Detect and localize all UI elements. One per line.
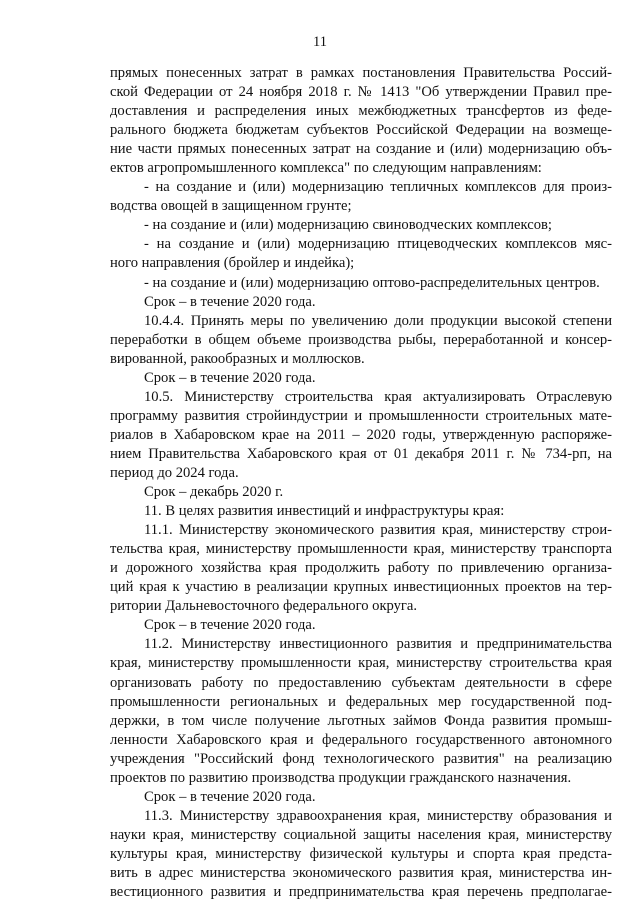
document-body (110, 64, 612, 902)
text-line: и дорожного хозяйства края продолжить работу по привлечению организа- (110, 560, 612, 577)
text-line: Срок – в течение 2020 года. (144, 369, 316, 386)
text-line: 11.1. Министерству экономического развития края, министерству строи- (144, 522, 612, 539)
page-number: 11 (313, 34, 327, 50)
text-line: прямых понесенных затрат в рамках постановления Правительства Россий- (110, 65, 612, 81)
text-line: 11.3. Министерству здравоохранения края, министерству образования и (144, 807, 612, 824)
text-line: рального бюджета бюджетам субъектов Российской Федерации на возмеще- (110, 122, 612, 139)
text-line: проектов по развитию производства продукции гражданского назначения. (110, 769, 572, 786)
text-line: ектов агропромышленного комплекса" по следующим направлениям: (110, 160, 542, 177)
text-line: ние части прямых понесенных затрат на создание и (или) модернизацию объ- (110, 141, 612, 158)
text-line: - на создание и (или) модернизацию птицеводческих комплексов мяс- (144, 236, 612, 253)
text-line: риалов в Хабаровском крае на 2011 – 2020 годы, утвержденную распоряже- (110, 426, 612, 443)
text-line: края, министерству промышленности края, министерству строительства края (110, 655, 612, 672)
text-line: ций края к участию в реализации крупных инвестиционных проектов на тер- (110, 579, 612, 596)
text-line: Срок – в течение 2020 года. (144, 617, 316, 634)
text-line: 11. В целях развития инвестиций и инфраструктуры края: (144, 503, 505, 520)
text-line: ленности Хабаровского края и федерального государственного автономного (110, 731, 612, 748)
text-line: 10.5. Министерству строительства края актуализировать Отраслевую (144, 388, 612, 405)
text-line: промышленности региональных и федеральных мер государственной под- (110, 693, 612, 710)
text-line: переработки в общем объеме производства рыбы, переработанной и консер- (110, 331, 612, 348)
text-line: - на создание и (или) модернизацию тепличных комплексов для произ- (144, 179, 612, 196)
text-line: Срок – в течение 2020 года. (144, 788, 316, 805)
text-line: ской Федерации от 24 ноября 2018 г. № 1413 "Об утверждении Правил пре- (110, 84, 612, 101)
text-line: учреждения "Российский фонд технологического развития" на реализацию (110, 750, 612, 767)
text-line: организовать работу по предоставлению субъектам деятельности в сфере (110, 674, 612, 691)
text-line: - на создание и (или) модернизацию свиноводческих комплексов; (144, 217, 552, 234)
text-line: вить в адрес министерства экономического развития края, министерства ин- (110, 864, 612, 881)
text-line: - на создание и (или) модернизацию оптово-распределительных центров. (144, 274, 600, 291)
text-line: вированной, ракообразных и моллюсков. (110, 350, 365, 367)
text-line: доставления и распределения иных межбюджетных трансфертов из феде- (110, 103, 612, 120)
text-line: 11.2. Министерству инвестиционного развития и предпринимательства (144, 636, 612, 653)
text-line: водства овощей в защищенном грунте; (110, 198, 352, 215)
text-line: период до 2024 года. (110, 464, 239, 481)
text-line: ритории Дальневосточного федерального округа. (110, 598, 418, 615)
text-line: программу развития стройиндустрии и промышленности строительных мате- (110, 407, 612, 424)
text-line: ного направления (бройлер и индейка); (110, 255, 355, 272)
text-line: вестиционного развития и предпринимательства края перечень предполагае- (110, 884, 612, 901)
text-line: Срок – в течение 2020 года. (144, 293, 316, 310)
text-line: науки края, министерству социальной защиты населения края, министерству (110, 826, 612, 843)
text-line: 10.4.4. Принять меры по увеличению доли продукции высокой степени (144, 312, 612, 329)
text-line: тельства края, министерству промышленности края, министерству транспорта (110, 541, 612, 558)
text-line: культуры края, министерству физической культуры и спорта края предста- (110, 845, 612, 862)
text-line: Срок – декабрь 2020 г. (144, 484, 284, 501)
text-line: нием Правительства Хабаровского края от 01 декабря 2011 г. № 734-рп, на (110, 445, 612, 462)
text-line: держки, в том числе получение льготных займов Фонда развития промыш- (110, 712, 612, 729)
